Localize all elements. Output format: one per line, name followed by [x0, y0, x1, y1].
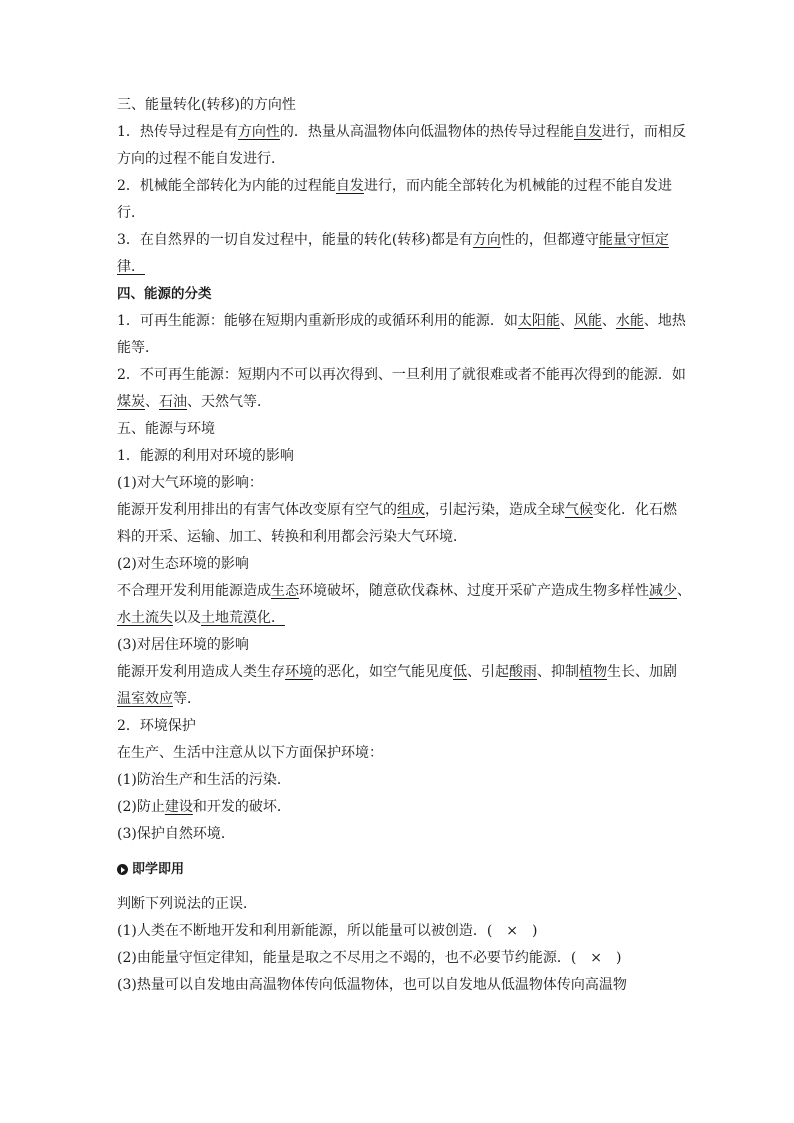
s5-a-line-2: 料的开采、运输、加工、转换和利用都会污染大气环境． [117, 529, 467, 545]
answer-fill: 组成 [397, 502, 425, 518]
text: 的恶化，如空气能见度 [313, 664, 453, 680]
s3-item-1 [117, 119, 686, 146]
document-page [117, 92, 691, 999]
s5-c-line-2 [117, 686, 682, 713]
text: 3．在自然界的一切自发过程中，能量的转化(转移)都是有 [117, 232, 473, 248]
practice-title: 即学即用 [132, 862, 185, 877]
text: 、 [145, 394, 159, 410]
s5-a-title: (1)对大气环境的影响： [117, 475, 263, 491]
answer-fill: 酸雨 [509, 664, 537, 680]
answer-fill: 减少 [649, 583, 677, 599]
s4-item-2-cont [117, 389, 682, 416]
answer-fill: 水能 [615, 313, 644, 329]
text: 生长、加剧 [607, 664, 677, 680]
text: 进行，而内能全部转化为机械能的过程不能自发进 [363, 178, 672, 194]
text: 以及 [173, 610, 201, 626]
text: 和开发的破坏． [192, 799, 291, 815]
practice-question-1: (1)人类在不断地开发和利用新能源，所以能量可以被创造．( × ) [117, 923, 538, 939]
s5-a-line-1 [117, 497, 682, 524]
section-5-heading: 五、能源与环境 [117, 421, 215, 437]
answer-fill: 水土流失 [117, 610, 173, 626]
s5-sub-2: 2．环境保护 [117, 718, 196, 734]
answer-fill: 环境 [285, 664, 313, 680]
text: 能源开发利用造成人类生存 [117, 664, 285, 680]
text: 等． [173, 691, 201, 707]
answer-fill: 方向 [472, 232, 501, 248]
answer-fill: 律． [117, 259, 145, 275]
s3-item-3 [117, 227, 682, 254]
practice-question-2: (2)由能量守恒定律知，能量是取之不尽用之不竭的，也不必要节约能源．( × ) [117, 950, 622, 966]
text: 2．机械能全部转化为内能的过程能 [117, 178, 336, 194]
answer-fill: 风能 [573, 313, 602, 329]
s5-b-line-2 [117, 605, 682, 632]
s5-b-line-1 [117, 578, 691, 605]
text: 的．热量从高温物体向低温物体的热传导过程能 [279, 124, 574, 140]
s5-c-line-1 [117, 659, 682, 686]
s3-item-2 [117, 173, 682, 200]
practice-heading [117, 856, 682, 883]
s3-item-1-cont: 方向的过程不能自发进行． [117, 151, 285, 167]
s3-item-2-cont: 行． [117, 205, 145, 221]
text: 1．可再生能源：能够在短期内重新形成的或循环利用的能源．如 [117, 313, 518, 329]
s5-b-title: (2)对生态环境的影响 [117, 556, 249, 572]
s4-item-1 [117, 308, 686, 335]
s4-item-2: 2．不可再生能源：短期内不可以再次得到、一旦利用了就很难或者不能再次得到的能源．如 [117, 367, 686, 383]
answer-fill: 生态 [271, 583, 299, 599]
text: 能源开发利用排出的有害气体改变原有空气的 [117, 502, 397, 518]
text: 、 [601, 313, 616, 329]
s5-env-1: (1)防治生产和生活的污染． [117, 772, 291, 788]
play-circle-icon [117, 864, 128, 875]
text: 、 [559, 313, 574, 329]
answer-fill: 气候 [565, 502, 593, 518]
s4-item-1-cont: 能等． [117, 340, 159, 356]
s5-env-3: (3)保护自然环境． [117, 826, 235, 842]
answer-fill: 自发 [335, 178, 364, 194]
spacer [117, 883, 682, 891]
s3-item-3-cont [117, 254, 682, 281]
text: 、 [677, 583, 691, 599]
s5-env-2 [117, 794, 682, 821]
text: 、天然气等． [187, 394, 271, 410]
s5-sub-1: 1．能源的利用对环境的影响 [117, 448, 294, 464]
practice-question-3: (3)热量可以自发地由高温物体传向低温物体，也可以自发地从低温物体传向高温物 [117, 977, 627, 993]
text: 不合理开发利用能源造成 [117, 583, 271, 599]
text: (2)防止 [117, 799, 165, 815]
answer-fill: 能量守恒定 [598, 232, 669, 248]
answer-fill: 石油 [159, 394, 187, 410]
text: 变化．化石燃 [593, 502, 677, 518]
spacer [117, 848, 682, 856]
section-4-heading: 四、能源的分类 [117, 286, 212, 302]
answer-fill: 土地荒漠化． [201, 610, 285, 626]
answer-fill: 温室效应 [117, 691, 173, 707]
answer-fill: 建设 [164, 799, 193, 815]
text: ，引起污染，造成全球 [425, 502, 565, 518]
text: 性的，但都遵守 [500, 232, 599, 248]
s5-env-intro: 在生产、生活中注意从以下方面保护环境： [117, 745, 383, 761]
s5-c-title: (3)对居住环境的影响 [117, 637, 249, 653]
answer-fill: 低 [453, 664, 467, 680]
text: 、地热 [643, 313, 686, 329]
answer-fill: 煤炭 [117, 394, 145, 410]
text: 进行，而相反 [601, 124, 686, 140]
text: 、抑制 [537, 664, 579, 680]
practice-intro: 判断下列说法的正误． [117, 896, 257, 912]
answer-fill: 植物 [579, 664, 607, 680]
section-3-heading: 三、能量转化(转移)的方向性 [117, 97, 296, 113]
answer-fill: 太阳能 [517, 313, 560, 329]
answer-fill: 自发 [573, 124, 602, 140]
text: 环境破坏，随意砍伐森林、过度开采矿产造成生物多样性 [299, 583, 649, 599]
text: 1．热传导过程是有 [117, 124, 238, 140]
text: 、引起 [467, 664, 509, 680]
answer-fill: 方向性 [237, 124, 280, 140]
